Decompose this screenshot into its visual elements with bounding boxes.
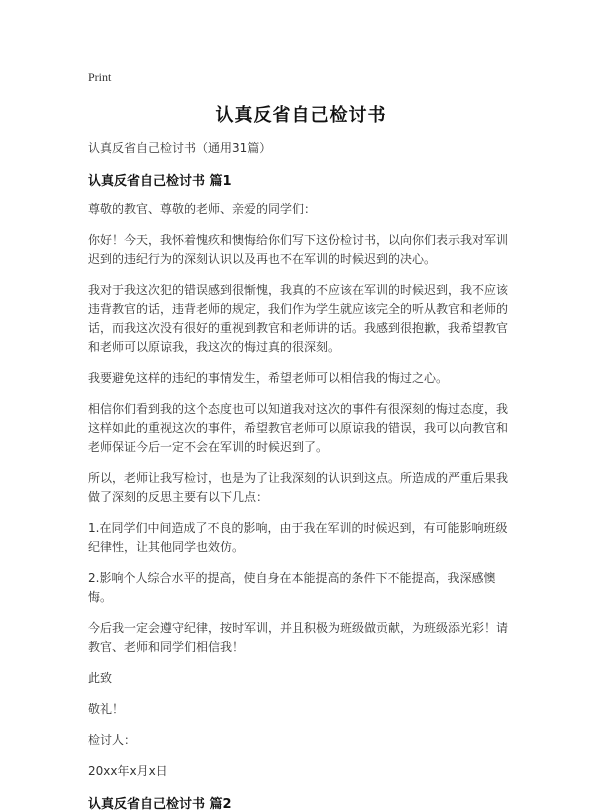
paragraph-salutation: 尊敬的教官、尊敬的老师、亲爱的同学们：: [88, 202, 317, 216]
paragraph: 你好！今天，我怀着愧疚和懊悔给你们写下这份检讨书，以向你们表示我对军训迟到的违纪行为的深刻认识以及再也不在军训的时候迟到的决心。: [88, 233, 509, 266]
paragraph: 我对于我这次犯的错误感到很惭愧，我真的不应该在军训的时候迟到，我不应该违背教官的话，违背老师的规定，我们作为学生就应该完全的听从教官和老师的话，而我这次没有很好的重视到教官和老师讲的话。我感到很抱歉，我希望教官和老师可以原谅我，我这次的悔过真的很深刻。: [88, 283, 509, 354]
paragraph-point-1: 1.在同学们中间造成了不良的影响，由于我在军训的时候迟到，有可能影响班级纪律性，让其他同学也效仿。: [88, 521, 508, 554]
section-heading-2: 认真反省自己检讨书 篇2: [88, 797, 232, 812]
date-line: 20xx年x月x日: [88, 764, 168, 778]
paragraph: 相信你们看到我的这个态度也可以知道我对这次的事件有很深刻的悔过态度，我这样如此的重视这次的事件，希望教官老师可以原谅我的错误，我可以向教官和老师保证今后一定不会在军训的时候迟到了。: [88, 402, 509, 454]
signature-label: 检讨人：: [88, 733, 137, 747]
paragraph: 所以，老师让我写检讨，也是为了让我深刻的认识到这点。所造成的严重后果我做了深刻的反思主要有以下几点：: [88, 471, 509, 504]
section-heading-1: 认真反省自己检讨书 篇1: [88, 174, 232, 189]
paragraph: 我要避免这样的违纪的事情发生，希望老师可以相信我的悔过之心。: [88, 371, 449, 385]
paragraph: 今后我一定会遵守纪律，按时军训，并且积极为班级做贡献，为班级添光彩！请教官、老师和同学们相信我！: [88, 621, 509, 654]
paragraph-point-2: 2.影响个人综合水平的提高，使自身在本能提高的条件下不能提高，我深感懊悔。: [88, 571, 496, 604]
closing-line: 此致: [88, 671, 113, 685]
page-title: 认真反省自己检讨书: [215, 105, 387, 126]
closing-salute: 敬礼！: [88, 702, 125, 716]
subtitle: 认真反省自己检讨书（通用31篇）: [88, 141, 272, 155]
print-label[interactable]: Print: [88, 70, 112, 84]
